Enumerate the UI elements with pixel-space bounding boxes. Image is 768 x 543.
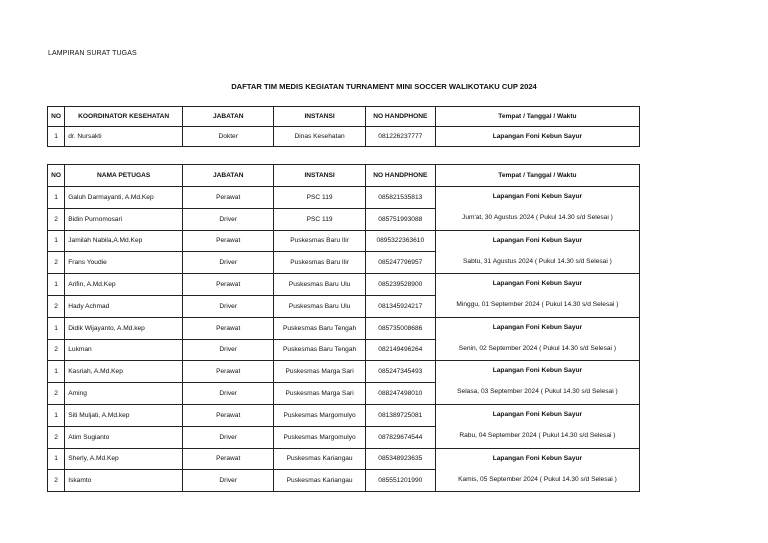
date-time-label: Senin, 02 September 2024 ( Pukul 14.30 s/d Selesai ) bbox=[458, 344, 617, 352]
table-row bbox=[48, 230, 640, 252]
place-label: Lapangan Foni Kebun Sayur bbox=[492, 454, 583, 462]
cell-jabatan: Perawat bbox=[183, 187, 274, 209]
coordinator-table bbox=[47, 106, 640, 147]
cell-no: 2 bbox=[48, 208, 65, 230]
document-caption: LAMPIRAN SURAT TUGAS bbox=[48, 50, 137, 57]
header-handphone: NO HANDPHONE bbox=[365, 165, 435, 187]
table-row bbox=[48, 274, 640, 296]
cell-no: 2 bbox=[48, 470, 65, 492]
place-label: Lapangan Foni Kebun Sayur bbox=[492, 193, 583, 200]
cell-instansi: PSC 119 bbox=[274, 208, 365, 230]
cell-name: Jamilah Nabila,A.Md.Kep bbox=[65, 230, 183, 252]
cell-instansi: Puskesmas Baru Tengah bbox=[274, 339, 365, 361]
header-place-date-time: Tempat / Tanggal / Waktu bbox=[435, 165, 639, 187]
cell-no: 2 bbox=[48, 339, 65, 361]
cell-handphone: 081345924217 bbox=[365, 295, 435, 317]
cell-no: 1 bbox=[48, 317, 65, 339]
cell-jabatan: Driver bbox=[183, 426, 274, 448]
header-jabatan: JABATAN bbox=[183, 165, 274, 187]
cell-instansi: Puskesmas Kariangau bbox=[274, 470, 365, 492]
cell-handphone: 088247498010 bbox=[365, 383, 435, 405]
cell-handphone: 085348923635 bbox=[365, 448, 435, 470]
cell-instansi: Puskesmas Baru Ulu bbox=[274, 295, 365, 317]
cell-jabatan: Perawat bbox=[183, 230, 274, 252]
cell-place-date-time bbox=[435, 187, 639, 231]
staff-table bbox=[47, 164, 640, 492]
cell-handphone: 085247345493 bbox=[365, 361, 435, 383]
cell-instansi: Puskesmas Baru Tengah bbox=[274, 317, 365, 339]
cell-no: 1 bbox=[48, 230, 65, 252]
cell-handphone: 085551201990 bbox=[365, 470, 435, 492]
cell-no: 1 bbox=[48, 274, 65, 296]
cell-name: Arifin, A.Md.Kep bbox=[65, 274, 183, 296]
cell-name: Kasriah, A.Md.Kep bbox=[65, 361, 183, 383]
staff-header-row bbox=[48, 165, 640, 187]
cell-name: Aming bbox=[65, 383, 183, 405]
cell-no: 2 bbox=[48, 295, 65, 317]
cell-jabatan: Dokter bbox=[183, 127, 274, 147]
place-label: Lapangan Foni Kebun Sayur bbox=[492, 236, 583, 244]
cell-instansi: Puskesmas Marga Sari bbox=[274, 361, 365, 383]
cell-handphone: 082149496264 bbox=[365, 339, 435, 361]
cell-instansi: Puskesmas Marga Sari bbox=[274, 383, 365, 405]
cell-no: 1 bbox=[48, 127, 65, 147]
cell-jabatan: Perawat bbox=[183, 274, 274, 296]
place-label: Lapangan Foni Kebun Sayur bbox=[492, 367, 583, 375]
coordinator-header-row bbox=[48, 107, 640, 127]
header-staff-name: NAMA PETUGAS bbox=[65, 165, 183, 187]
place-label: Lapangan Foni Kebun Sayur bbox=[492, 323, 583, 331]
cell-place-date-time bbox=[435, 317, 639, 361]
cell-no: 1 bbox=[48, 187, 65, 209]
cell-instansi: Puskesmas Baru Ilir bbox=[274, 230, 365, 252]
cell-handphone: 085821535813 bbox=[365, 187, 435, 209]
cell-name: Didik Wijayanto, A.Md.kep bbox=[65, 317, 183, 339]
table-row bbox=[48, 404, 640, 426]
cell-name: Hady Achmad bbox=[65, 295, 183, 317]
date-time-label: Kamis, 05 September 2024 ( Pukul 14.30 s/d Selesai ) bbox=[458, 475, 617, 483]
cell-jabatan: Driver bbox=[183, 295, 274, 317]
table-row bbox=[48, 361, 640, 383]
coordinator-row bbox=[48, 127, 640, 147]
header-jabatan: JABATAN bbox=[183, 107, 274, 127]
table-row bbox=[48, 187, 640, 209]
cell-jabatan: Driver bbox=[183, 208, 274, 230]
cell-jabatan: Perawat bbox=[183, 448, 274, 470]
cell-place: Lapangan Foni Kebun Sayur bbox=[435, 127, 639, 147]
cell-jabatan: Perawat bbox=[183, 317, 274, 339]
cell-instansi: Puskesmas Kariangau bbox=[274, 448, 365, 470]
cell-name: Galuh Darmayanti, A.Md.Kep bbox=[65, 187, 183, 209]
header-instansi: INSTANSI bbox=[274, 165, 365, 187]
cell-handphone: 087829674544 bbox=[365, 426, 435, 448]
cell-handphone: 085247796957 bbox=[365, 252, 435, 274]
header-handphone: NO HANDPHONE bbox=[365, 107, 435, 127]
cell-jabatan: Perawat bbox=[183, 361, 274, 383]
place-label: Lapangan Foni Kebun Sayur bbox=[492, 410, 583, 418]
cell-instansi: Puskesmas Baru Ilir bbox=[274, 252, 365, 274]
cell-no: 2 bbox=[48, 383, 65, 405]
cell-name: Bidin Purnomosari bbox=[65, 208, 183, 230]
header-coordinator: KOORDINATOR KESEHATAN bbox=[65, 107, 183, 127]
cell-instansi: Puskesmas Margomulyo bbox=[274, 404, 365, 426]
header-instansi: INSTANSI bbox=[274, 107, 365, 127]
cell-name: Iskamto bbox=[65, 470, 183, 492]
table-row bbox=[48, 448, 640, 470]
cell-instansi: Puskesmas Baru Ulu bbox=[274, 274, 365, 296]
cell-jabatan: Driver bbox=[183, 252, 274, 274]
cell-no: 2 bbox=[48, 252, 65, 274]
cell-handphone: 085735008686 bbox=[365, 317, 435, 339]
date-time-label: Selasa, 03 September 2024 ( Pukul 14.30 s/d Selesai ) bbox=[457, 388, 618, 396]
cell-handphone: 081389725081 bbox=[365, 404, 435, 426]
document-title: DAFTAR TIM MEDIS KEGIATAN TURNAMENT MINI SOCCER WALIKOTAKU CUP 2024 bbox=[231, 82, 537, 91]
cell-place-date-time bbox=[435, 230, 639, 274]
cell-place-date-time bbox=[435, 361, 639, 405]
cell-place-date-time bbox=[435, 274, 639, 318]
cell-place-date-time bbox=[435, 404, 639, 448]
date-time-label: Rabu, 04 September 2024 ( Pukul 14.30 s/d Selesai ) bbox=[459, 431, 616, 439]
cell-handphone: 081226237777 bbox=[365, 127, 435, 147]
cell-no: 1 bbox=[48, 404, 65, 426]
table-row bbox=[48, 317, 640, 339]
cell-instansi: PSC 119 bbox=[274, 187, 365, 209]
cell-handphone: 0895322363610 bbox=[365, 230, 435, 252]
cell-handphone: 085751993088 bbox=[365, 208, 435, 230]
cell-no: 1 bbox=[48, 448, 65, 470]
place-label: Lapangan Foni Kebun Sayur bbox=[492, 280, 583, 288]
date-time-label: Minggu, 01 September 2024 ( Pukul 14.30 s/d Selesai ) bbox=[456, 301, 619, 309]
cell-name: Frans Youdie bbox=[65, 252, 183, 274]
cell-name: Sherly, A.Md.Kep bbox=[65, 448, 183, 470]
cell-name: dr. Nursakti bbox=[65, 127, 183, 147]
cell-instansi: Dinas Kesehatan bbox=[274, 127, 365, 147]
cell-name: Siti Muljati, A.Md.kep bbox=[65, 404, 183, 426]
cell-no: 2 bbox=[48, 426, 65, 448]
cell-jabatan: Driver bbox=[183, 383, 274, 405]
cell-jabatan: Perawat bbox=[183, 404, 274, 426]
header-no: NO bbox=[48, 165, 65, 187]
cell-instansi: Puskesmas Margomulyo bbox=[274, 426, 365, 448]
cell-name: Lukman bbox=[65, 339, 183, 361]
cell-no: 1 bbox=[48, 361, 65, 383]
date-time-label: Jum'at, 30 Agustus 2024 ( Pukul 14.30 s/d Selesai ) bbox=[462, 214, 613, 221]
cell-name: Atim Sugianto bbox=[65, 426, 183, 448]
header-place-date-time: Tempat / Tanggal / Waktu bbox=[435, 107, 639, 127]
date-time-label: Sabtu, 31 Agustus 2024 ( Pukul 14.30 s/d Selesai ) bbox=[463, 257, 612, 265]
cell-handphone: 085239528900 bbox=[365, 274, 435, 296]
cell-jabatan: Driver bbox=[183, 339, 274, 361]
cell-jabatan: Driver bbox=[183, 470, 274, 492]
header-no: NO bbox=[48, 107, 65, 127]
cell-place-date-time bbox=[435, 448, 639, 492]
